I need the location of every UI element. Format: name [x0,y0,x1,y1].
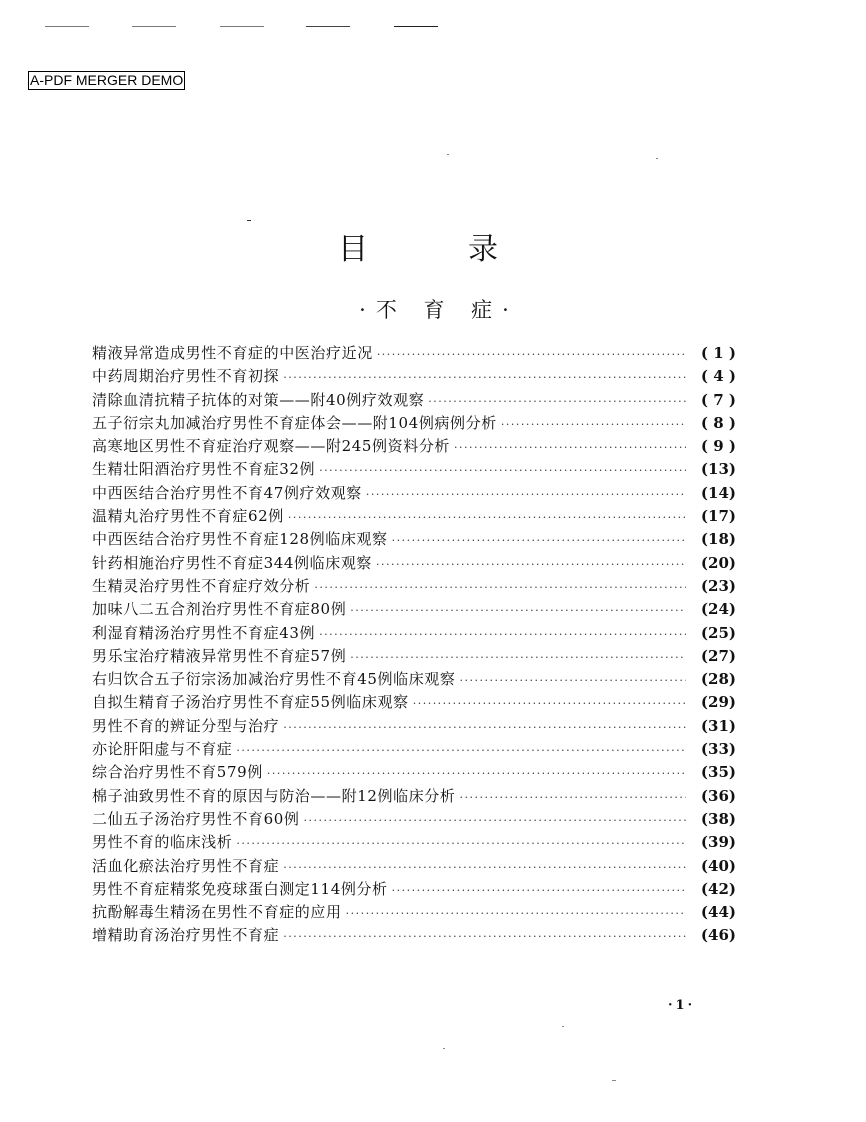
dot-leader [346,902,686,925]
dot-leader [392,529,686,552]
toc-entry-title: 抗酚解毒生精汤在男性不育症的应用 [92,903,342,922]
toc-entry-title: 男性不育的临床浅析 [92,833,233,852]
toc-entry-page: (39) [700,833,736,852]
toc-entry-page: ( 8 ) [700,413,736,432]
scan-speck [612,1080,616,1081]
toc-entry-page: (33) [700,740,736,759]
toc-entry[interactable] [92,389,736,412]
toc-entry-page: (35) [700,763,736,782]
toc-entry[interactable] [92,901,736,924]
toc-entry-title: 中西医结合治疗男性不育症128例临床观察 [92,530,388,549]
scan-speck [447,154,449,155]
toc-entry-page: (24) [700,600,736,619]
toc-entry-page: (42) [700,879,736,898]
toc-entry-title: 利湿育精汤治疗男性不育症43例 [92,623,316,642]
toc-entry-page: (17) [700,507,736,526]
toc-entry[interactable] [92,645,736,668]
toc-entry[interactable] [92,482,736,505]
toc-entry-page: (31) [700,716,736,735]
toc-entry[interactable] [92,924,736,947]
toc-entry[interactable] [92,668,736,691]
toc-entry-title: 高寒地区男性不育症治疗观察——附245例资料分析 [92,437,451,456]
dot-leader [319,623,686,646]
toc-entry-title: 中药周期治疗男性不育初探 [92,367,280,386]
toc-entry-title: 生精灵治疗男性不育症疗效分析 [92,576,311,595]
toc-entry[interactable] [92,878,736,901]
toc-entry-title: 精液异常造成男性不育症的中医治疗近况 [92,344,373,362]
toc-entry-title: 棉子油致男性不育的原因与防治——附12例临床分析 [92,786,456,805]
toc-entry[interactable] [92,412,736,435]
toc-entry[interactable] [92,598,736,621]
toc-entry-title: 亦论肝阳虚与不育症 [92,740,233,759]
dot-leader [350,599,686,622]
dot-leader [460,786,687,809]
header-rule-4 [306,26,350,27]
toc-entry-page: (20) [700,553,736,572]
toc-entry-page: (13) [700,460,736,479]
scan-speck [562,1026,564,1027]
toc-entry[interactable] [92,342,736,365]
toc-entry-page: (27) [700,646,736,665]
toc-entry-page: (44) [700,903,736,922]
toc-entry-title: 右归饮合五子衍宗汤加减治疗男性不育45例临床观察 [92,670,456,689]
dot-leader [460,669,687,692]
toc-entry-title: 五子衍宗丸加减治疗男性不育症体会——附104例病例分析 [92,413,497,432]
toc-entry-title: 自拟生精育子汤治疗男性不育症55例临床观察 [92,693,409,712]
dot-leader [319,459,686,482]
toc-entry[interactable] [92,505,736,528]
header-rule-2 [132,26,176,27]
title-char-1: 目 [338,232,368,268]
dot-leader [350,646,686,669]
toc-entry[interactable] [92,575,736,598]
scan-speck [443,1048,445,1049]
dot-leader [283,716,686,739]
toc-entry-page: (25) [700,623,736,642]
toc-entry-title: 男性不育的辨证分型与治疗 [92,716,280,735]
toc-entry-page: (40) [700,856,736,875]
dot-leader [283,366,686,389]
toc-entry[interactable] [92,552,736,575]
dot-leader [283,925,686,948]
toc-entry-page: (18) [700,530,736,549]
toc-entry-title: 增精助育汤治疗男性不育症 [92,926,280,945]
dot-leader [392,879,686,902]
header-rule-3 [220,26,264,27]
toc-entry[interactable] [92,622,736,645]
watermark-label: A-PDF MERGER DEMO [30,72,184,88]
dot-leader [236,739,686,762]
toc-entry-title: 男性不育症精浆免疫球蛋白测定114例分析 [92,879,388,898]
toc-entry[interactable] [92,808,736,831]
toc-entry-page: (46) [700,926,736,945]
dot-leader [267,762,686,785]
toc-entry-page: ( 4 ) [700,367,736,386]
toc-entry-title: 生精壮阳酒治疗男性不育症32例 [92,460,316,479]
toc-entry[interactable] [92,365,736,388]
toc-entry-page: (38) [700,809,736,828]
page-number: ·1· [668,998,696,1013]
dot-leader [376,553,686,576]
toc-entry-title: 综合治疗男性不育579例 [92,763,263,782]
dot-leader [454,436,686,459]
dot-leader [314,576,686,599]
table-of-contents [92,342,736,948]
toc-entry[interactable] [92,785,736,808]
toc-entry-title: 男乐宝治疗精液异常男性不育症57例 [92,646,347,665]
toc-entry-page: (29) [700,693,736,712]
dot-leader [413,692,686,715]
dot-leader [377,343,686,366]
toc-entry-page: ( 1 ) [700,344,736,362]
toc-entry-title: 中西医结合治疗男性不育47例疗效观察 [92,483,362,502]
scan-speck [656,158,658,159]
toc-entry[interactable] [92,458,736,481]
dot-leader [501,413,686,436]
title-char-2: 录 [468,232,498,268]
toc-entry-page: (28) [700,670,736,689]
page-title [338,230,498,270]
dot-leader [366,483,686,506]
toc-entry-title: 二仙五子汤治疗男性不育60例 [92,809,300,828]
dot-leader [236,832,686,855]
header-rule-1 [45,26,89,27]
toc-entry-title: 针药相施治疗男性不育症344例临床观察 [92,553,373,572]
toc-entry-title: 清除血清抗精子抗体的对策——附40例疗效观察 [92,390,425,409]
toc-entry[interactable] [92,715,736,738]
toc-entry[interactable] [92,761,736,784]
toc-entry-title: 活血化瘀法治疗男性不育症 [92,856,280,875]
toc-entry[interactable] [92,435,736,458]
toc-entry[interactable] [92,738,736,761]
toc-entry-page: (36) [700,786,736,805]
toc-entry[interactable] [92,831,736,854]
toc-entry-page: (23) [700,576,736,595]
toc-entry-page: (14) [700,483,736,502]
toc-entry[interactable] [92,528,736,551]
toc-entry-page: ( 9 ) [700,437,736,456]
scan-speck [247,220,251,221]
toc-entry[interactable] [92,855,736,878]
dot-leader [283,856,686,879]
toc-entry-title: 温精丸治疗男性不育症62例 [92,507,284,526]
header-rule-5 [394,26,438,27]
toc-entry[interactable] [92,691,736,714]
toc-entry-title: 加味八二五合剂治疗男性不育症80例 [92,600,347,619]
toc-entry-page: ( 7 ) [700,390,736,409]
section-heading: ·不 育 症· [359,298,519,322]
dot-leader [304,809,687,832]
dot-leader [288,506,686,529]
dot-leader [428,390,686,413]
